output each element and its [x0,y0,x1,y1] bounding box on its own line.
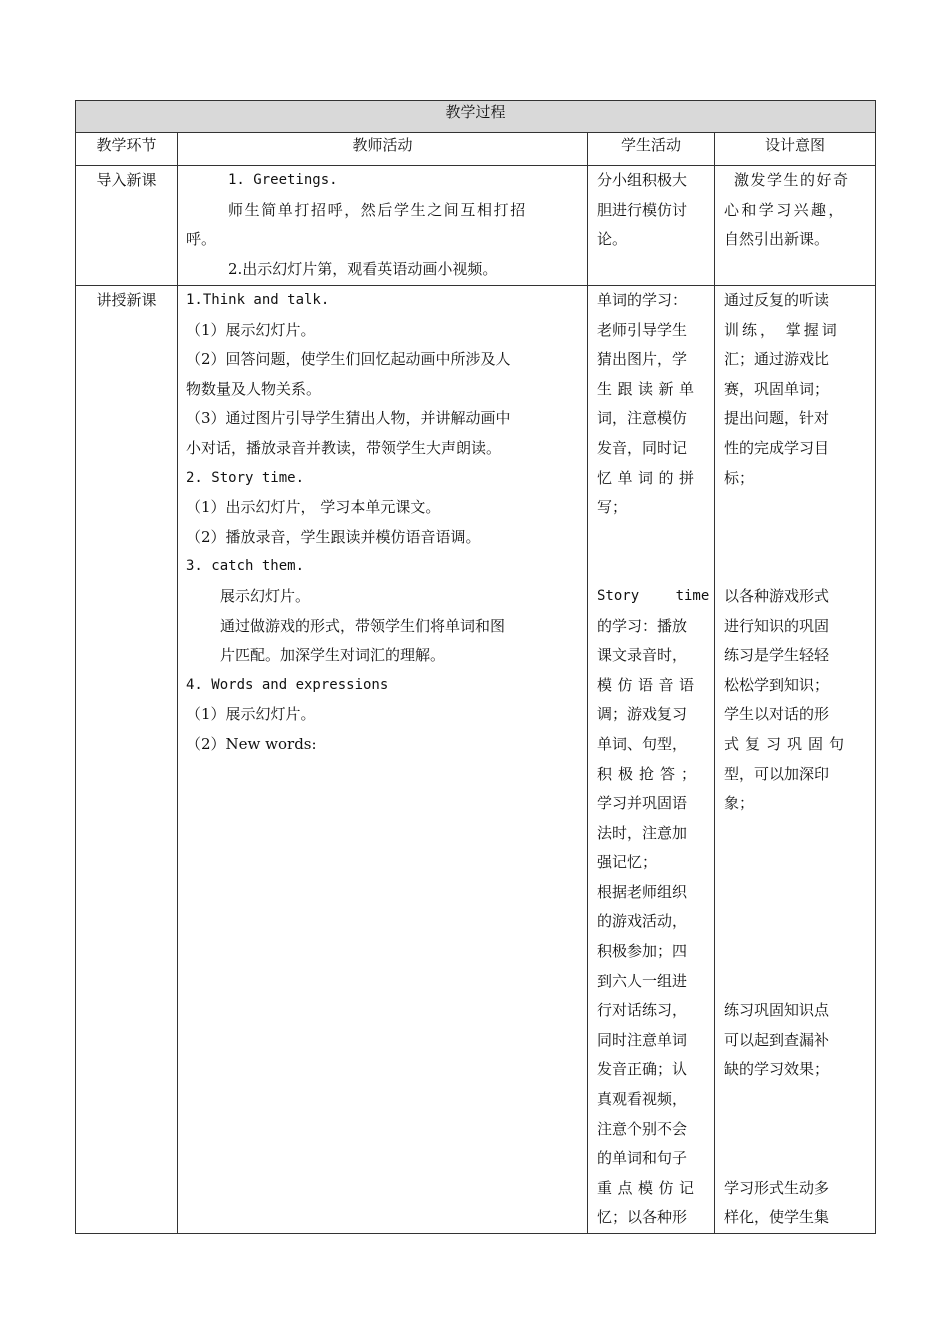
text-line [724,523,866,553]
text-line: 2.出示幻灯片第，观看英语动画小视频。 [228,259,498,278]
teacher-activity-cell [178,286,588,1234]
text-line: 根据老师组织 [597,882,688,901]
header-intent: 设计意图 [715,133,876,166]
text-line: 自然引出新课。 [724,230,830,249]
text-line: 到六人一组进 [597,971,688,990]
text-line [724,907,866,937]
text-line [724,552,866,582]
text-line: 练习巩固知识点 [724,1001,830,1020]
text-line: （2）播放录音，学生跟读并模仿语音语调。 [186,527,481,546]
text-line: 注意个别不会 [597,1119,688,1138]
text-line: 心和学习兴趣， [724,200,846,219]
design-intent-cell [715,166,876,286]
text-line: （2）New words: [186,734,317,753]
text-line: 的游戏活动， [597,912,688,931]
text-line: 学习并巩固语 [597,794,688,813]
text-line [724,937,866,967]
text-line: 重点模仿记 [597,1178,700,1197]
teaching-process-table [75,100,876,1234]
header-row [76,133,876,166]
text-line: 练习是学生轻轻 [724,646,830,665]
text-line [724,1085,866,1115]
text-line: （2）回答问题，使学生们回忆起动画中所涉及人 [186,350,511,369]
text-line: 小对话，播放录音并教读，带领学生大声朗读。 [186,438,502,457]
text-line: 同时注意单词 [597,1030,688,1049]
header-student: 学生活动 [588,133,715,166]
header-teacher: 教师活动 [178,133,588,166]
text-line [597,552,705,582]
text-line [724,1115,866,1145]
text-line: 分小组积极大 [597,171,688,189]
text-line: 样化，使学生集 [724,1208,830,1227]
text-line: 忆；以各种形 [597,1208,688,1227]
text-line: 模仿语音语 [597,675,700,694]
teacher-activity-cell [178,166,588,286]
text-line: 1.Think and talk. [186,292,330,308]
text-line: 通过做游戏的形式，带领学生们将单词和图 [220,616,506,635]
text-line: （1）展示幻灯片。 [186,705,316,724]
student-activity-cell [588,286,715,1234]
text-line: 激发学生的好奇 [734,171,850,189]
text-line: 论。 [597,230,628,249]
text-line: 的学习：播放 [597,616,688,635]
text-line: 生跟读新单 [597,379,700,398]
text-line: 真观看视频， [597,1090,688,1109]
text-line: 强记忆； [597,853,658,872]
text-line: 展示幻灯片。 [220,586,311,605]
text-line: 3. catch them. [186,558,305,575]
text-line: 汇；通过游戏比 [724,350,830,369]
text-line: 积极抢答； [597,764,703,783]
text-line [724,878,866,908]
text-line: 猜出图片，学 [597,350,688,369]
text-line: 标； [724,468,755,487]
text-line [724,967,866,997]
text-line: 发音，同时记 [597,438,688,457]
text-line: 物数量及人物关系。 [186,379,322,398]
text-line: 式复习巩固句 [724,734,851,753]
text-line: 法时，注意加 [597,823,688,842]
text-line: 象； [724,794,755,813]
text-line: Story time [597,587,710,604]
student-activity-cell [588,166,715,286]
text-line: 学习形式生动多 [724,1178,830,1197]
text-line: 提出问题，针对 [724,409,830,428]
text-line: 1. Greetings. [228,172,338,188]
text-line: 通过反复的听读 [724,291,830,309]
text-line: （1）展示幻灯片。 [186,320,316,339]
text-line: 赛，巩固单词； [724,379,830,398]
text-line: 师生简单打招呼，然后学生之间互相打招 [228,200,527,219]
text-line: 单词的学习： [597,291,688,309]
text-line: 学生以对话的形 [724,705,830,724]
text-line [724,1144,866,1174]
text-line: 性的完成学习目 [724,438,830,457]
text-line: 2. Story time. [186,469,305,486]
table-row [76,286,876,1234]
text-line: 可以起到查漏补 [724,1030,830,1049]
text-line: 老师引导学生 [597,320,688,339]
stage-cell: 讲授新课 [76,286,178,1234]
text-line [597,523,705,553]
stage-cell: 导入新课 [76,166,178,286]
text-line: 调；游戏复习 [597,705,688,724]
text-line: 胆进行模仿讨 [597,200,688,219]
text-line: 缺的学习效果； [724,1060,830,1079]
text-line: 片匹配。加深学生对词汇的理解。 [220,646,446,665]
text-line: 呼。 [186,230,217,249]
text-line: 词，注意模仿 [597,409,688,428]
table-row [76,166,876,286]
text-line: 发音正确；认 [597,1060,688,1079]
text-line: 松松学到知识； [724,675,830,694]
text-line [724,848,866,878]
text-line: 行对话练习， [597,1001,688,1020]
text-line: 忆单词的拼 [597,468,700,487]
text-line: 以各种游戏形式 [724,586,830,605]
text-line: 4. Words and expressions [186,676,389,693]
text-line: （3）通过图片引导学生猜出人物，并讲解动画中 [186,409,511,428]
text-line: 进行知识的巩固 [724,616,830,635]
text-line: 型，可以加深印 [724,764,830,783]
design-intent-cell [715,286,876,1234]
text-line [724,819,866,849]
table-title: 教学过程 [76,101,876,133]
text-line: 单词、句型， [597,734,688,753]
text-line: 训练， 掌握词 [724,320,840,339]
header-stage: 教学环节 [76,133,178,166]
text-line: 写； [597,498,628,517]
text-line: 课文录音时， [597,646,688,665]
text-line: 积极参加；四 [597,942,688,961]
text-line: 的单词和句子 [597,1149,688,1168]
text-line: （1）出示幻灯片， 学习本单元课文。 [186,498,441,517]
text-line [724,493,866,523]
